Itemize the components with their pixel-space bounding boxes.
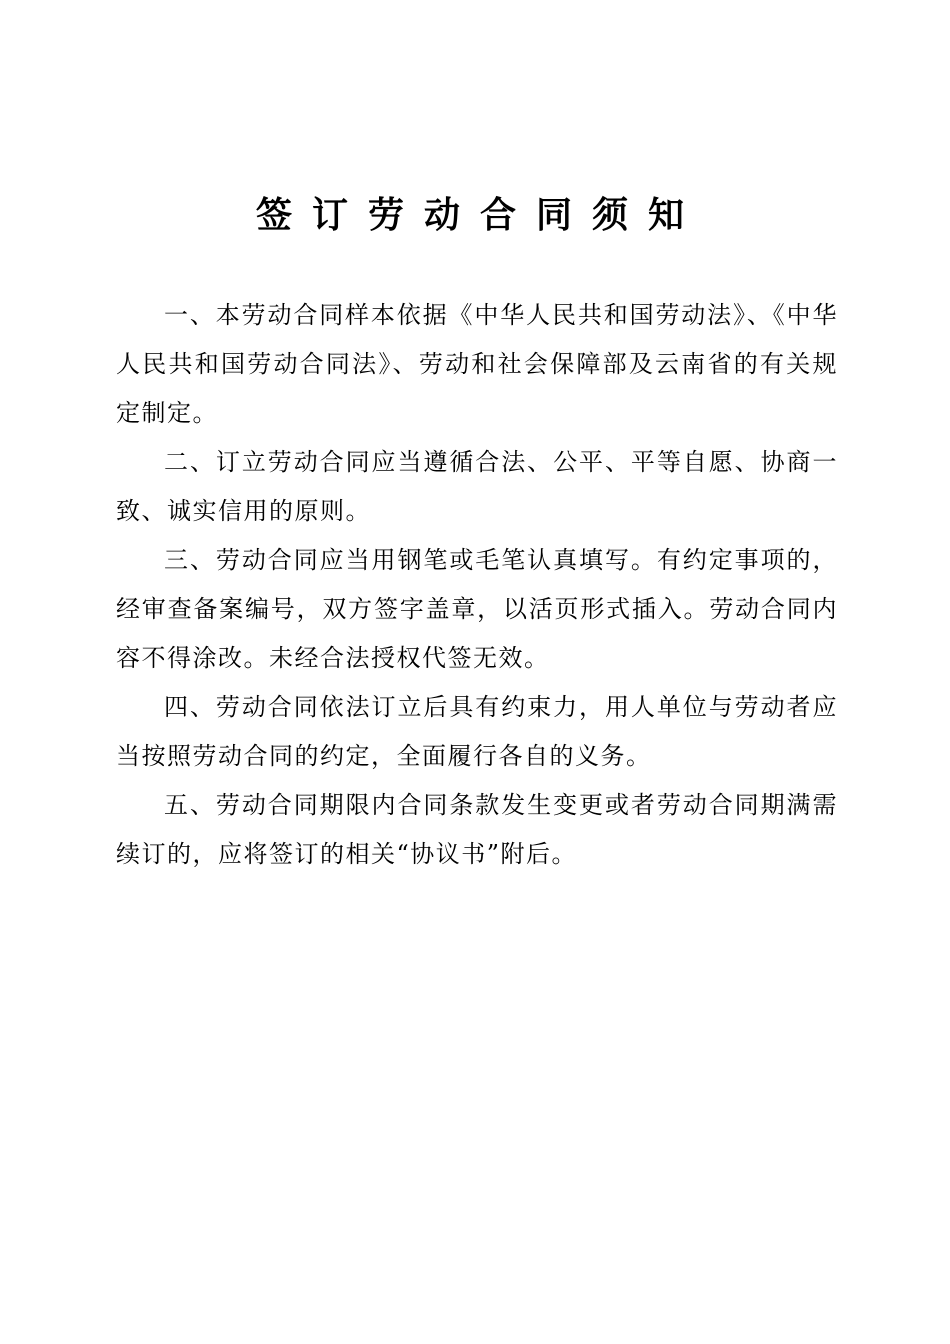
document-title: 签订劳动合同须知 <box>255 195 704 236</box>
paragraph-3: 三、劳动合同应当用钢笔或毛笔认真填写。有约定事项的，经审查备案编号，双方签字盖章，以活页形式插入。劳动合同内容不得涂改。未经合法授权代签无效。 <box>116 546 838 672</box>
paragraph-2: 二、订立劳动合同应当遵循合法、公平、平等自愿、协商一致、诚实信用的原则。 <box>116 448 838 525</box>
document-body <box>116 291 838 879</box>
paragraph-5: 五、劳动合同期限内合同条款发生变更或者劳动合同期满需续订的，应将签订的相关“协议书”附后。 <box>116 791 838 868</box>
paragraph-1: 一、本劳动合同样本依据《中华人民共和国劳动法》、《中华人民共和国劳动合同法》、劳动和社会保障部及云南省的有关规定制定。 <box>116 301 838 427</box>
paragraph-4: 四、劳动合同依法订立后具有约束力，用人单位与劳动者应当按照劳动合同的约定，全面履行各自的义务。 <box>116 693 838 770</box>
